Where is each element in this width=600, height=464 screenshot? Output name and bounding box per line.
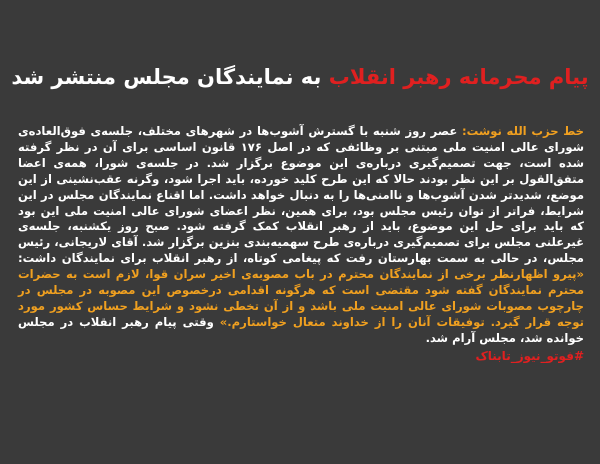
hashtag[interactable]: #فوتو_نیوز_تابناک xyxy=(475,348,584,363)
headline xyxy=(0,62,600,92)
article-source: خط حزب الله نوشت: xyxy=(461,124,584,138)
article-body xyxy=(18,124,584,365)
article-paragraph-2: وقتی پیام رهبر انقلاب در مجلس خوانده شد، مجلس آرام شد. xyxy=(18,314,584,345)
leader-message-quote: «پیرو اظهارنظر برخی از نمایندگان محترم در باب مصوبه‌ی اخیر سران قوا، لازم است به حضرات محترم نمایندگان گفته شود مقتضی است که هرگونه اقدامی درخصوص این مصوبه در مجلس در چارچوب مصوبات شورای عالی امنیت ملی باشد و از آن تخطی نشود و شرایط حساس کشور مورد توجه قرار گیرد. توفیقات آنان را از خداوند متعال خواستارم.» xyxy=(18,267,584,329)
headline-rest: به نمایندگان مجلس منتشر شد xyxy=(11,65,329,89)
headline-highlight: پیام محرمانه رهبر انقلاب xyxy=(328,65,589,89)
article-paragraph-1: عصر روز شنبه با گسترش آشوب‌ها در شهرهای مختلف، جلسه‌ی فوق‌العاده‌ی شورای عالی امنیت ملی مبتنی بر وظائفی که در اصل ۱۷۶ قانون اساسی برای آن در نظر گرفته شده است، جهت تصمیم‌گیری درباره‌ی این موضوع برگزار شد. در جلسه‌ی شورا، همه‌ی اعضا متفق‌القول بر این نظر بودند حالا که این طرح کلید خورده، باید اجرا شود، وگرنه عقب‌نشینی از این موضع، شدیدتر شدن آشوب‌ها و ناامنی‌ها را به دنبال خواهد داشت. اما اقناع نمایندگان مجلس در این شرایط، فراتر از توان رئیس مجلس بود، برای همین، نظر اعضای شورای عالی امنیت ملی این بود که باید برای حل این موضوع، باید از رهبر انقلاب کمک گرفته شود. صبح روز یکشنبه، جلسه‌ی غیرعلنی مجلس برای تصمیم‌گیری درباره‌ی طرح سهمیه‌بندی بنزین برگزار شد. آقای لاریجانی، رئیس مجلس، در حالی به سمت بهارستان رفت که پیغامی کوتاه، از رهبر انقلاب برای نمایندگان داشت: xyxy=(18,124,584,266)
